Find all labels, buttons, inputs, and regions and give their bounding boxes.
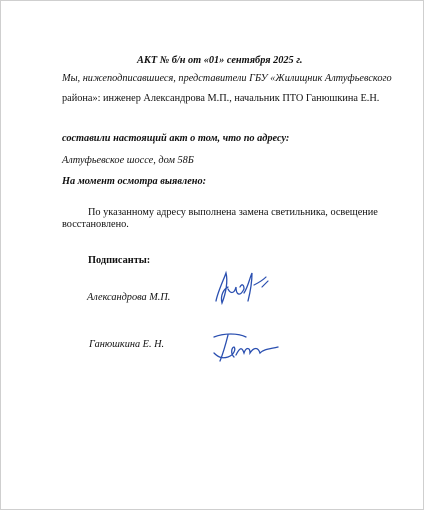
address: Алтуфьевское шоссе, дом 58Б: [62, 155, 194, 166]
finding-line-1: По указанному адресу выполнена замена светильника, освещение: [88, 207, 378, 218]
signatory-name-1: Александрова М.П.: [87, 292, 171, 303]
signature-1-image: [206, 265, 278, 313]
signature-2-image: [206, 327, 284, 367]
signatory-name-2: Ганюшкина Е. Н.: [89, 339, 165, 350]
act-title: АКТ № б/н от «01» сентября 2025 г.: [137, 55, 303, 66]
intro-line-2: района»: инженер Александрова М.П., начальник ПТО Ганюшкина Е.Н.: [62, 93, 380, 104]
signatories-heading: Подписанты:: [88, 255, 151, 266]
intro-line-1: Мы, нижеподписавшиеся, представители ГБУ «Жилищник Алтуфьевского: [62, 73, 392, 84]
finding-line-2: восстановлено.: [62, 219, 129, 230]
found-heading: На момент осмотра выявлено:: [62, 176, 207, 187]
compiled-heading: составили настоящий акт о том, что по адресу:: [62, 133, 290, 144]
